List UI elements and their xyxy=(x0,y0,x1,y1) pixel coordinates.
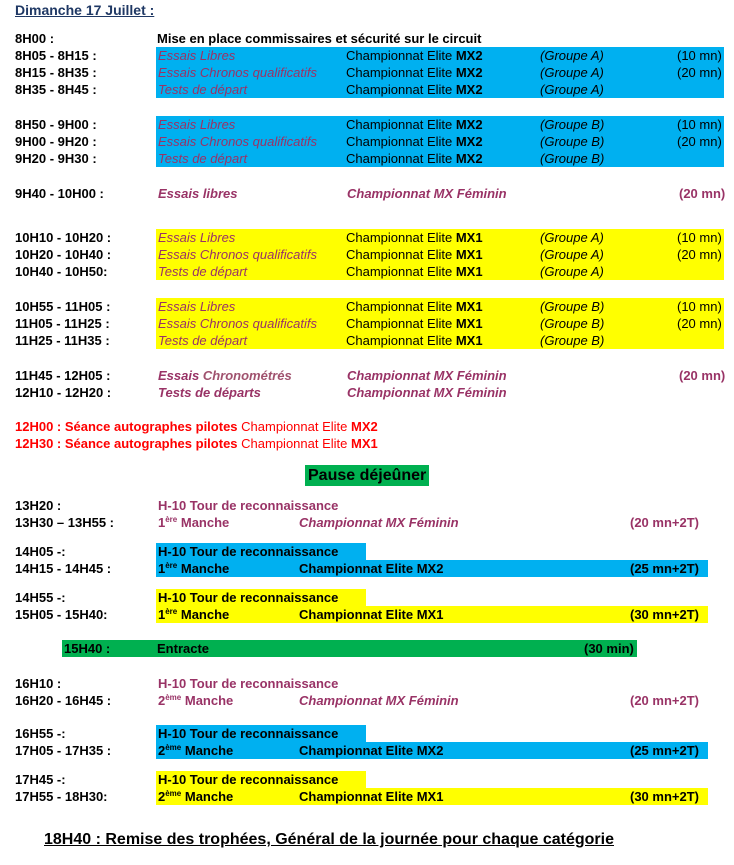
schedule-row xyxy=(0,229,734,246)
row-duration: (25 mn+2T) xyxy=(630,561,699,576)
schedule-row xyxy=(0,116,734,133)
row-championship xyxy=(346,229,483,246)
recon-label: H-10 Tour de reconnaissance xyxy=(158,590,339,605)
opening-text: Mise en place commissaires et sécurité sur le circuit xyxy=(157,31,482,46)
race-row xyxy=(0,514,734,531)
championship-label: Championnat Elite xyxy=(346,230,456,245)
row-group: (Groupe A) xyxy=(540,247,604,262)
feminin-free-row xyxy=(0,185,734,202)
championship-category: MX1 xyxy=(455,264,483,279)
row-time: 11H05 - 11H25 : xyxy=(15,316,110,331)
schedule-row xyxy=(0,47,734,64)
race-row xyxy=(0,692,734,709)
row-time: 8H50 - 9H00 : xyxy=(15,117,97,132)
day-title-rest: imanche 17 Juillet : xyxy=(25,2,155,18)
championship-label: Championnat Elite xyxy=(346,48,456,63)
recon-row xyxy=(0,543,734,560)
row-group: (Groupe B) xyxy=(540,299,605,314)
championship-category: MX1 xyxy=(455,316,483,331)
manche-word: Manche xyxy=(177,515,230,530)
schedule-row xyxy=(0,332,734,349)
row-time: 14H15 - 14H45 : xyxy=(15,561,112,576)
row-group: (Groupe B) xyxy=(540,333,605,348)
row-session: Essais Libres xyxy=(158,117,236,132)
schedule-row xyxy=(0,133,734,150)
row-duration: (20 mn+2T) xyxy=(630,693,699,708)
row-duration: (20 mn) xyxy=(677,65,722,80)
lunch-label: Pause déjeûner xyxy=(308,467,427,484)
row-championship xyxy=(346,116,483,133)
championship-label: Championnat Elite xyxy=(346,316,456,331)
row-championship: Championnat MX Féminin xyxy=(347,385,507,400)
row-time: 16H10 : xyxy=(15,676,62,691)
row-duration: (10 mn) xyxy=(677,299,722,314)
manche-ordinal: ère xyxy=(165,515,178,524)
row-session: Essais Libres xyxy=(158,299,236,314)
row-duration: (20 mn) xyxy=(677,316,722,331)
intermission-label: Entracte xyxy=(157,641,210,656)
autograph-category: MX1 xyxy=(350,436,378,451)
manche-label xyxy=(158,560,229,577)
manche-word: Manche xyxy=(181,743,234,758)
manche-number: 2 xyxy=(158,789,166,804)
opening-time: 8H00 : xyxy=(15,31,55,46)
manche-ordinal: ème xyxy=(165,743,182,752)
row-session: Tests de départ xyxy=(158,82,248,97)
schedule-row xyxy=(0,315,734,332)
recon-label: H-10 Tour de reconnaissance xyxy=(158,726,339,741)
championship-category: MX1 xyxy=(455,299,483,314)
row-championship: Championnat Elite MX2 xyxy=(299,561,444,576)
row-time: 11H45 - 12H05 : xyxy=(15,368,111,383)
row-time: 14H55 -: xyxy=(15,590,66,605)
row-session: Tests de départ xyxy=(158,151,248,166)
row-duration: (10 mn) xyxy=(677,48,722,63)
autograph-time: 12H00 xyxy=(15,419,54,434)
autograph-row-mx2 xyxy=(0,418,734,435)
row-duration: (20 mn+2T) xyxy=(630,515,699,530)
row-time: 16H55 -: xyxy=(15,726,66,741)
row-time: 10H55 - 11H05 : xyxy=(15,299,111,314)
manche-label xyxy=(158,742,233,759)
recon-label: H-10 Tour de reconnaissance xyxy=(158,772,339,787)
autograph-row-mx1 xyxy=(0,435,734,452)
row-time: 10H40 - 10H50: xyxy=(15,264,108,279)
row-duration: (10 mn) xyxy=(677,117,722,132)
recon-label: H-10 Tour de reconnaissance xyxy=(158,544,339,559)
row-duration: (10 mn) xyxy=(677,230,722,245)
row-championship xyxy=(346,315,483,332)
row-time: 13H30 – 13H55 : xyxy=(15,515,115,530)
row-championship xyxy=(346,298,483,315)
lunch-break xyxy=(305,465,429,486)
recon-row xyxy=(0,675,734,692)
row-duration: (25 mn+2T) xyxy=(630,743,699,758)
row-time: 8H15 - 8H35 : xyxy=(15,65,97,80)
championship-category: MX2 xyxy=(455,134,483,149)
row-group: (Groupe A) xyxy=(540,264,604,279)
row-time: 8H35 - 8H45 : xyxy=(15,82,97,97)
championship-category: MX1 xyxy=(455,247,483,262)
row-group: (Groupe A) xyxy=(540,48,604,63)
row-group: (Groupe B) xyxy=(540,151,605,166)
row-duration: (20 mn) xyxy=(677,247,722,262)
manche-ordinal: ère xyxy=(165,561,178,570)
row-time: 11H25 - 11H35 : xyxy=(15,333,110,348)
row-time: 13H20 : xyxy=(15,498,62,513)
day-title-initial: D xyxy=(15,2,26,18)
feminin-chrono-row xyxy=(0,367,734,384)
manche-word: Manche xyxy=(181,693,234,708)
row-championship xyxy=(346,133,483,150)
manche-label xyxy=(158,692,233,709)
row-group: (Groupe B) xyxy=(540,134,605,149)
manche-number: 2 xyxy=(158,693,166,708)
championship-label: Championnat Elite xyxy=(346,264,456,279)
row-session: Essais libres xyxy=(158,186,238,201)
row-championship: Championnat MX Féminin xyxy=(299,693,459,708)
schedule-row xyxy=(0,298,734,315)
row-championship xyxy=(346,81,483,98)
row-championship xyxy=(346,64,483,81)
opening-row xyxy=(0,30,734,47)
row-championship: Championnat Elite MX2 xyxy=(299,743,444,758)
row-group: (Groupe B) xyxy=(540,316,605,331)
row-time: 8H05 - 8H15 : xyxy=(15,48,97,63)
autograph-time: 12H30 xyxy=(15,436,54,451)
recon-row xyxy=(0,497,734,514)
recon-row xyxy=(0,589,734,606)
row-championship: Championnat Elite MX1 xyxy=(299,789,444,804)
schedule-row xyxy=(0,150,734,167)
row-championship: Championnat MX Féminin xyxy=(347,186,507,201)
championship-label: Championnat Elite xyxy=(346,134,456,149)
row-session: Essais xyxy=(158,368,203,383)
manche-number: 1 xyxy=(158,607,166,622)
row-session: Essais Libres xyxy=(158,48,236,63)
recon-row xyxy=(0,771,734,788)
schedule-row xyxy=(0,263,734,280)
intermission-time: 15H40 : xyxy=(64,641,111,656)
row-championship xyxy=(346,47,483,64)
row-time: 17H45 -: xyxy=(15,772,66,787)
autograph-championship: Championnat Elite xyxy=(237,419,351,434)
row-session: Essais Chronos qualificatifs xyxy=(158,134,317,149)
championship-category: MX2 xyxy=(455,82,483,97)
row-session: Tests de départs xyxy=(158,385,261,400)
row-championship: Championnat MX Féminin xyxy=(347,368,507,383)
championship-label: Championnat Elite xyxy=(346,151,456,166)
row-session: Essais Libres xyxy=(158,230,236,245)
championship-category: MX1 xyxy=(455,333,483,348)
row-time: 16H20 - 16H45 : xyxy=(15,693,112,708)
row-time: 10H10 - 10H20 : xyxy=(15,230,112,245)
schedule-row xyxy=(0,246,734,263)
recon-label: H-10 Tour de reconnaissance xyxy=(158,676,339,691)
row-duration: (20 mn) xyxy=(677,134,722,149)
manche-ordinal: ère xyxy=(165,607,178,616)
manche-number: 1 xyxy=(158,561,166,576)
row-session-suffix: Chronométrés xyxy=(202,368,292,383)
autograph-category: MX2 xyxy=(350,419,378,434)
row-group: (Groupe B) xyxy=(540,117,605,132)
row-time: 9H20 - 9H30 : xyxy=(15,151,97,166)
row-group: (Groupe A) xyxy=(540,82,604,97)
autograph-championship: Championnat Elite xyxy=(237,436,351,451)
feminin-start-row xyxy=(0,384,734,401)
row-time: 9H40 - 10H00 : xyxy=(15,186,104,201)
autograph-label: : Séance autographes pilotes xyxy=(53,436,238,451)
championship-label: Championnat Elite xyxy=(346,117,456,132)
championship-category: MX2 xyxy=(455,65,483,80)
row-championship: Championnat Elite MX1 xyxy=(299,607,444,622)
schedule-row xyxy=(0,64,734,81)
row-duration: (20 mn) xyxy=(679,186,726,201)
schedule-row xyxy=(0,81,734,98)
row-session: Essais Chronos qualificatifs xyxy=(158,247,317,262)
row-time: 14H05 -: xyxy=(15,544,66,559)
row-time: 9H00 - 9H20 : xyxy=(15,134,97,149)
autograph-label: : Séance autographes pilotes xyxy=(53,419,238,434)
row-championship xyxy=(346,332,483,349)
manche-label xyxy=(158,606,229,623)
championship-category: MX2 xyxy=(455,48,483,63)
recon-label: H-10 Tour de reconnaissance xyxy=(158,498,339,513)
manche-label xyxy=(158,514,229,531)
row-time: 17H05 - 17H35 : xyxy=(15,743,112,758)
recon-row xyxy=(0,725,734,742)
row-session: Tests de départ xyxy=(158,333,248,348)
manche-number: 1 xyxy=(158,515,166,530)
intermission-row xyxy=(0,640,734,657)
championship-category: MX2 xyxy=(455,151,483,166)
manche-word: Manche xyxy=(177,561,230,576)
championship-label: Championnat Elite xyxy=(346,82,456,97)
row-group: (Groupe A) xyxy=(540,230,604,245)
closing-text: 18H40 : Remise des trophées, Général de la journée pour chaque catégorie xyxy=(44,831,614,848)
championship-label: Championnat Elite xyxy=(346,299,456,314)
row-duration: (30 mn+2T) xyxy=(630,789,699,804)
race-row xyxy=(0,560,734,577)
row-session: Tests de départ xyxy=(158,264,248,279)
championship-category: MX2 xyxy=(455,117,483,132)
manche-word: Manche xyxy=(177,607,230,622)
manche-word: Manche xyxy=(181,789,234,804)
row-championship xyxy=(346,150,483,167)
manche-ordinal: ème xyxy=(165,789,182,798)
manche-ordinal: ème xyxy=(165,693,182,702)
row-time: 17H55 - 18H30: xyxy=(15,789,108,804)
manche-number: 2 xyxy=(158,743,166,758)
championship-category: MX1 xyxy=(455,230,483,245)
row-session: Essais Chronos qualificatifs xyxy=(158,316,317,331)
race-row xyxy=(0,742,734,759)
row-time: 15H05 - 15H40: xyxy=(15,607,108,622)
row-championship xyxy=(346,246,483,263)
day-title xyxy=(15,2,154,18)
closing-line xyxy=(44,831,614,849)
row-championship: Championnat MX Féminin xyxy=(299,515,459,530)
row-time: 10H20 - 10H40 : xyxy=(15,247,112,262)
row-group: (Groupe A) xyxy=(540,65,604,80)
row-championship xyxy=(346,263,483,280)
intermission-duration: (30 min) xyxy=(584,641,634,656)
championship-label: Championnat Elite xyxy=(346,247,456,262)
row-duration: (20 mn) xyxy=(679,368,726,383)
race-row xyxy=(0,606,734,623)
race-row xyxy=(0,788,734,805)
championship-label: Championnat Elite xyxy=(346,65,456,80)
row-duration: (30 mn+2T) xyxy=(630,607,699,622)
row-session: Essais Chronos qualificatifs xyxy=(158,65,317,80)
manche-label xyxy=(158,788,233,805)
row-time: 12H10 - 12H20 : xyxy=(15,385,112,400)
championship-label: Championnat Elite xyxy=(346,333,456,348)
